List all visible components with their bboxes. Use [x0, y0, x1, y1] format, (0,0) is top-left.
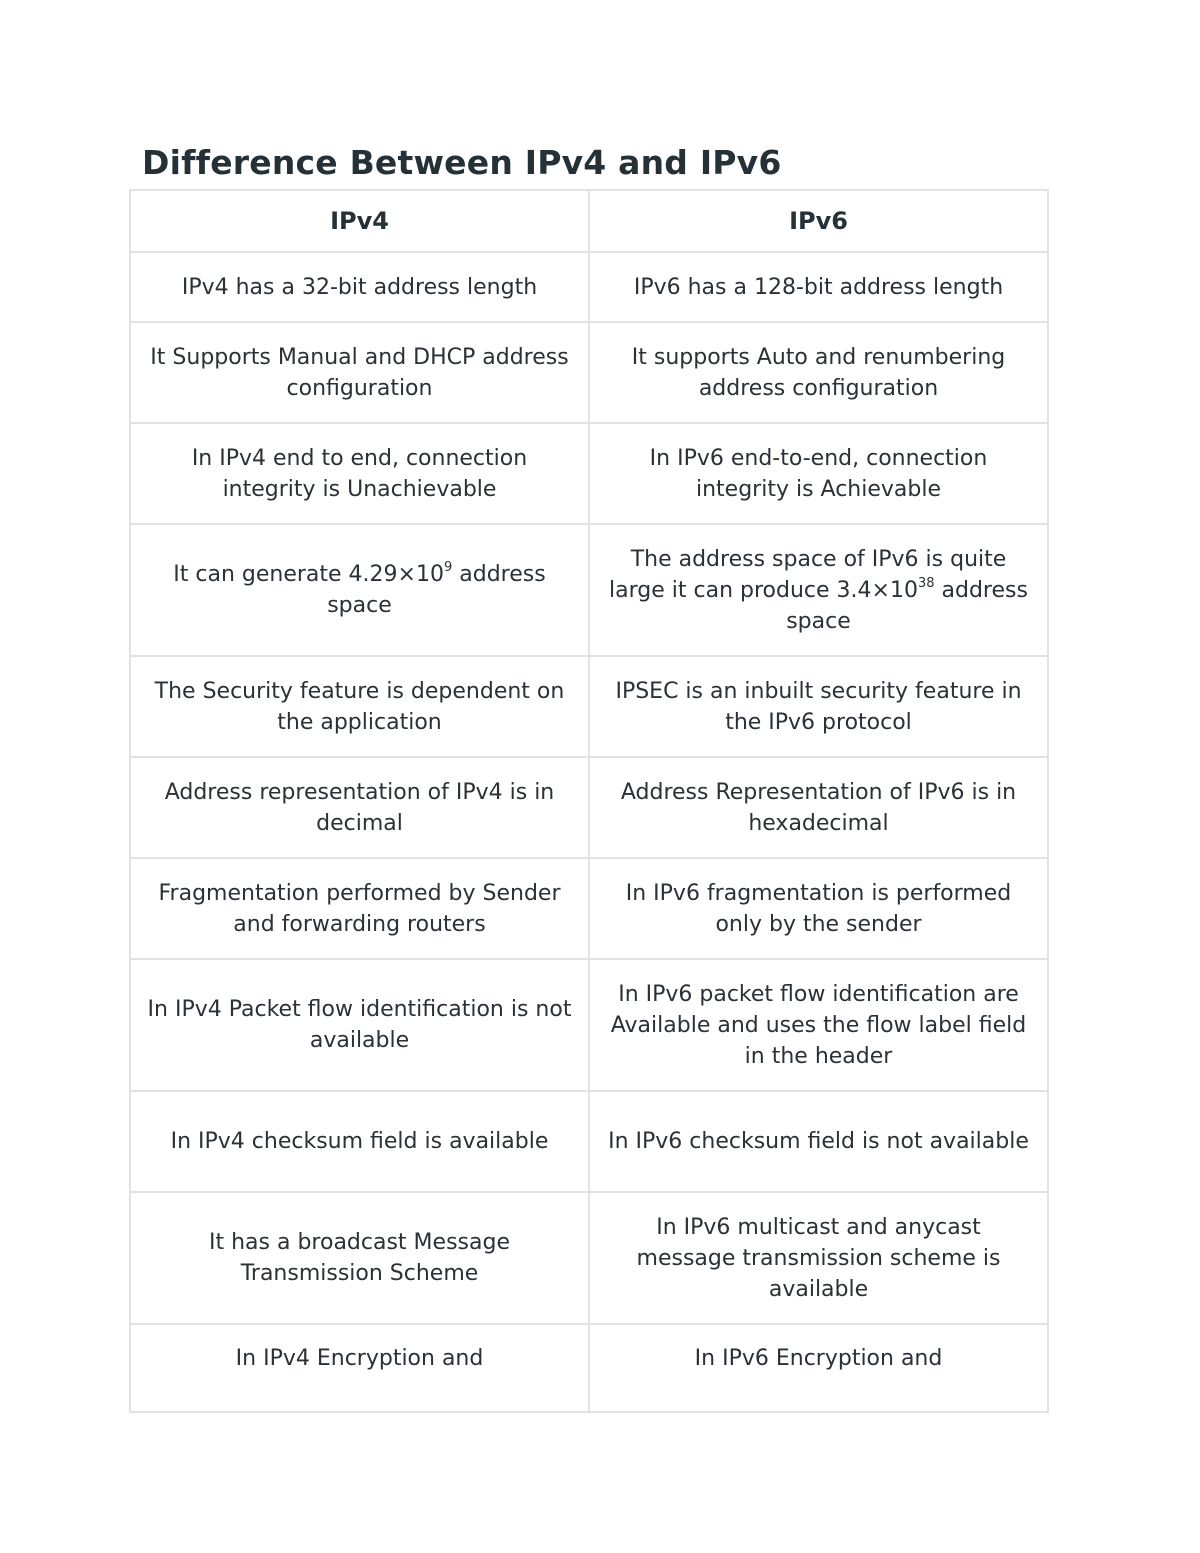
table-row — [130, 322, 1048, 423]
ipv6-cell: It supports Auto and renumbering address configuration — [589, 322, 1048, 423]
ipv4-cell — [130, 524, 589, 656]
table-row — [130, 757, 1048, 858]
ipv4-cell: The Security feature is dependent on the application — [130, 656, 589, 757]
ipv4-text-before: It can generate 4.29×10 — [173, 562, 444, 587]
table-row — [130, 524, 1048, 656]
table-row — [130, 959, 1048, 1091]
table-header-row — [130, 190, 1048, 252]
ipv4-cell: In IPv4 checksum field is available — [130, 1091, 589, 1192]
table-row — [130, 1324, 1048, 1412]
column-header-ipv6: IPv6 — [589, 190, 1048, 252]
table-row — [130, 1091, 1048, 1192]
ipv6-cell: In IPv6 checksum field is not available — [589, 1091, 1048, 1192]
ipv4-cell: IPv4 has a 32-bit address length — [130, 252, 589, 322]
ipv4-cell: In IPv4 Packet flow identification is not available — [130, 959, 589, 1091]
table-row — [130, 858, 1048, 959]
ipv4-cell: It has a broadcast Message Transmission Scheme — [130, 1192, 589, 1324]
ipv6-cell: In IPv6 end-to-end, connection integrity is Achievable — [589, 423, 1048, 524]
ipv6-cell: Address Representation of IPv6 is in hexadecimal — [589, 757, 1048, 858]
ipv4-cell: In IPv4 end to end, connection integrity is Unachievable — [130, 423, 589, 524]
ipv6-cell: In IPv6 multicast and anycast message transmission scheme is available — [589, 1192, 1048, 1324]
table-row — [130, 252, 1048, 322]
ipv6-text-after: address space — [786, 577, 1028, 634]
ipv6-cell — [589, 524, 1048, 656]
ipv6-cell: In IPv6 packet flow identification are Available and uses the flow label field in the header — [589, 959, 1048, 1091]
table-row — [130, 656, 1048, 757]
column-header-ipv4: IPv4 — [130, 190, 589, 252]
ipv6-cell: IPv6 has a 128-bit address length — [589, 252, 1048, 322]
ipv6-exponent: 38 — [917, 575, 935, 591]
ipv4-cell: In IPv4 Encryption and — [130, 1324, 589, 1412]
table-row — [130, 423, 1048, 524]
ipv4-cell: It Supports Manual and DHCP address configuration — [130, 322, 589, 423]
ipv4-cell: Address representation of IPv4 is in decimal — [130, 757, 589, 858]
comparison-table — [129, 189, 1049, 1413]
ipv6-cell: IPSEC is an inbuilt security feature in the IPv6 protocol — [589, 656, 1048, 757]
table-row — [130, 1192, 1048, 1324]
ipv6-text-before: The address space of IPv6 is quite large it can produce 3.4×10 — [609, 546, 1007, 603]
ipv4-cell: Fragmentation performed by Sender and forwarding routers — [130, 858, 589, 959]
ipv4-exponent: 9 — [443, 560, 453, 575]
ipv4-text-after: address space — [327, 562, 546, 618]
ipv6-cell: In IPv6 fragmentation is performed only by the sender — [589, 858, 1048, 959]
ipv6-cell: In IPv6 Encryption and — [589, 1324, 1048, 1412]
page-title: Difference Between IPv4 and IPv6 — [142, 143, 782, 182]
